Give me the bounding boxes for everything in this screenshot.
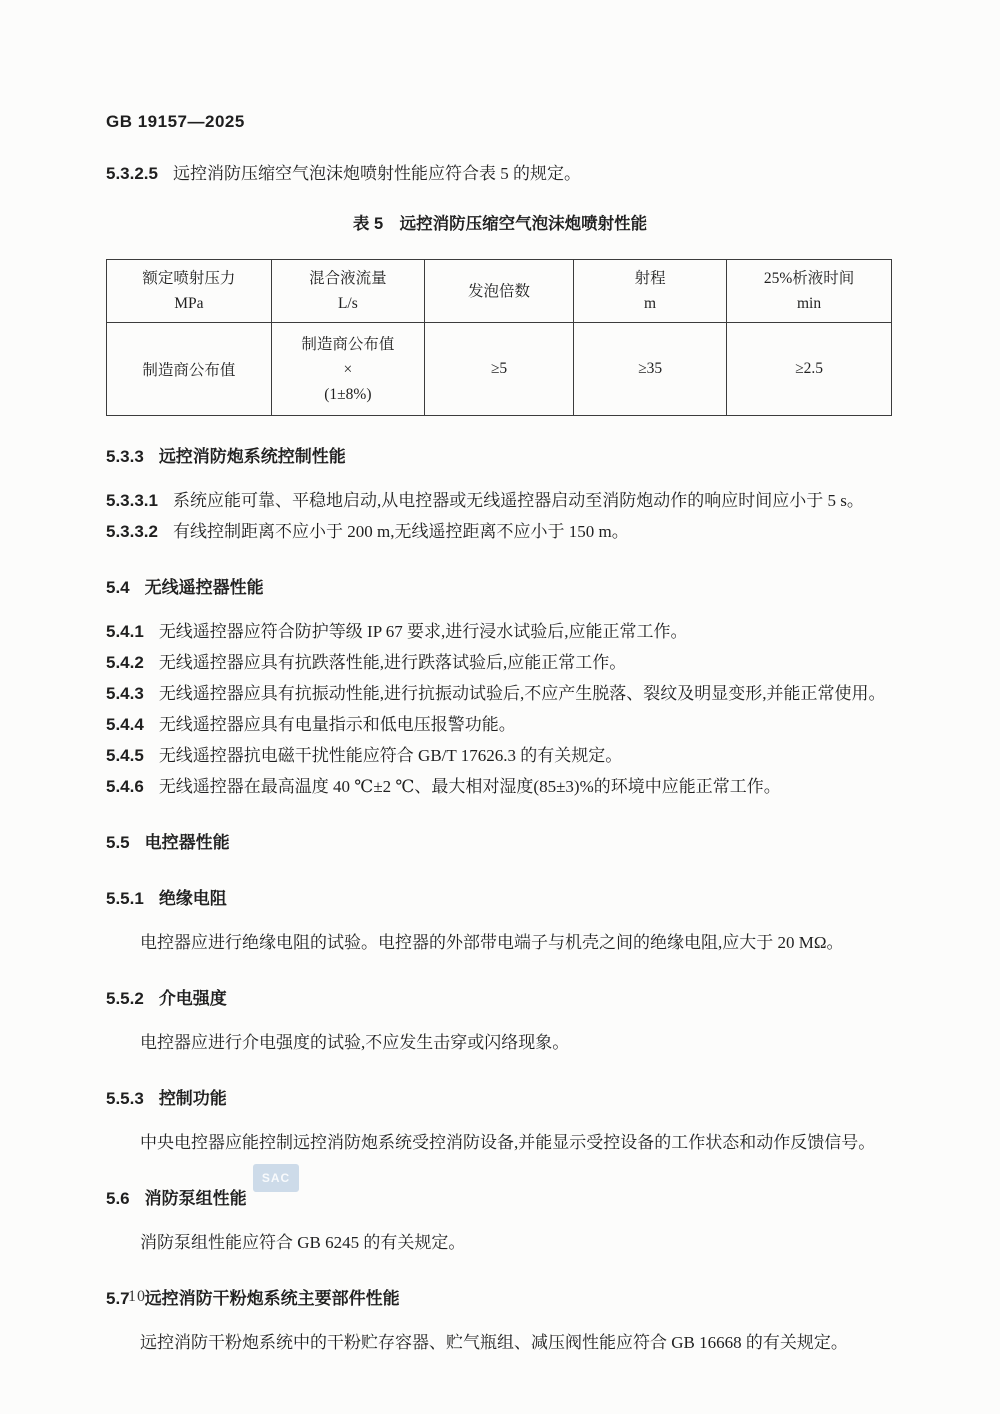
cell-flow-rate xyxy=(271,323,424,416)
clause-text: 无线遥控器抗电磁干扰性能应符合 GB/T 17626.3 的有关规定。 xyxy=(158,746,623,765)
heading-text: 介电强度 xyxy=(158,989,227,1008)
cell-expansion-ratio: ≥5 xyxy=(424,323,573,416)
clause-5-4-5 xyxy=(106,740,894,771)
clause-5-4-6 xyxy=(106,771,894,802)
col-header-range xyxy=(574,260,727,323)
col-unit: L/s xyxy=(337,295,358,312)
table-5-title: 表 5 远控消防压缩空气泡沫炮喷射性能 xyxy=(352,215,648,233)
heading-text: 控制功能 xyxy=(158,1089,227,1108)
col-name: 混合液流量 xyxy=(309,270,387,287)
clause-number: 5.4.4 xyxy=(106,715,144,734)
col-name: 25%析液时间 xyxy=(763,270,855,287)
heading-text: 远控消防炮系统控制性能 xyxy=(158,447,346,466)
col-unit: MPa xyxy=(174,295,204,312)
clause-number: 5.4.5 xyxy=(106,746,144,765)
clause-number: 5.3.3.1 xyxy=(106,491,158,510)
col-header-drainage-time xyxy=(727,260,892,323)
heading-5-3-3 xyxy=(106,441,894,472)
heading-number: 5.6 xyxy=(106,1189,130,1208)
clause-text: 远控消防压缩空气泡沫炮喷射性能应符合表 5 的规定。 xyxy=(173,164,581,183)
clause-number: 5.4.6 xyxy=(106,777,144,796)
col-header-expansion-ratio xyxy=(424,260,573,323)
heading-number: 5.7 xyxy=(106,1289,130,1308)
clause-number: 5.3.2.5 xyxy=(106,164,158,183)
heading-text: 消防泵组性能 xyxy=(144,1189,247,1208)
clause-number: 5.4.1 xyxy=(106,622,144,641)
heading-number: 5.5.1 xyxy=(106,889,144,908)
para-5-5-2: 电控器应进行介电强度的试验,不应发生击穿或闪络现象。 xyxy=(140,1033,570,1052)
table-5-body xyxy=(107,323,892,416)
heading-text: 远控消防干粉炮系统主要部件性能 xyxy=(144,1289,400,1308)
table-5 xyxy=(106,259,892,416)
heading-text: 电控器性能 xyxy=(144,833,230,852)
clause-text: 无线遥控器应具有抗跌落性能,进行跌落试验后,应能正常工作。 xyxy=(158,653,627,672)
clause-text: 无线遥控器应符合防护等级 IP 67 要求,进行浸水试验后,应能正常工作。 xyxy=(158,622,688,641)
clause-5-3-3-1 xyxy=(106,485,894,516)
clause-text: 有线控制距离不应小于 200 m,无线遥控距离不应小于 150 m。 xyxy=(173,522,629,541)
heading-text: 无线遥控器性能 xyxy=(144,578,264,597)
col-unit: min xyxy=(796,295,822,312)
cell-flow-line3: (1±8%) xyxy=(324,385,372,403)
clause-number: 5.3.3.2 xyxy=(106,522,158,541)
para-5-7: 远控消防干粉炮系统中的干粉贮存容器、贮气瓶组、减压阀性能应符合 GB 16668 的有关规定。 xyxy=(140,1333,848,1352)
clause-text: 无线遥控器应具有电量指示和低电压报警功能。 xyxy=(158,715,516,734)
clause-text: 无线遥控器在最高温度 40 ℃±2 ℃、最大相对湿度(85±3)%的环境中应能正常工作。 xyxy=(158,777,781,796)
heading-number: 5.4 xyxy=(106,578,130,597)
para-5-5-1: 电控器应进行绝缘电阻的试验。电控器的外部带电端子与机壳之间的绝缘电阻,应大于 20 MΩ。 xyxy=(140,933,844,952)
heading-number: 5.5 xyxy=(106,833,130,852)
heading-5-6 xyxy=(106,1183,894,1214)
clause-5-4-1 xyxy=(106,616,894,647)
heading-number: 5.3.3 xyxy=(106,447,144,466)
page-number: 10 xyxy=(128,1288,146,1305)
heading-number: 5.5.2 xyxy=(106,989,144,1008)
heading-number: 5.5.3 xyxy=(106,1089,144,1108)
cell-flow-line1: 制造商公布值 xyxy=(301,335,395,353)
clause-5-4-4 xyxy=(106,709,894,740)
heading-5-5-2 xyxy=(106,983,894,1014)
cell-rated-pressure: 制造商公布值 xyxy=(107,323,272,416)
clause-number: 5.4.3 xyxy=(106,684,144,703)
col-header-rated-pressure xyxy=(107,260,272,323)
table-5-header xyxy=(107,260,892,323)
clause-text: 无线遥控器应具有抗振动性能,进行抗振动试验后,不应产生脱落、裂纹及明显变形,并能正常使用。 xyxy=(158,684,886,703)
clause-number: 5.4.2 xyxy=(106,653,144,672)
heading-5-4 xyxy=(106,572,894,603)
table-header-row xyxy=(107,260,892,323)
heading-5-5 xyxy=(106,827,894,858)
para-5-5-3: 中央电控器应能控制远控消防炮系统受控消防设备,并能显示受控设备的工作状态和动作反馈信号。 xyxy=(140,1133,876,1152)
heading-5-7 xyxy=(106,1283,894,1314)
clause-5-4-2 xyxy=(106,647,894,678)
table-data-row xyxy=(107,323,892,416)
heading-5-5-3 xyxy=(106,1083,894,1114)
col-name: 发泡倍数 xyxy=(467,282,530,300)
col-name: 射程 xyxy=(634,270,666,287)
cell-drainage-time: ≥2.5 xyxy=(727,323,892,416)
clause-5-4-3 xyxy=(106,678,894,709)
cell-flow-line2: × xyxy=(343,360,353,378)
col-header-flow-rate xyxy=(271,260,424,323)
cell-range: ≥35 xyxy=(574,323,727,416)
heading-text: 绝缘电阻 xyxy=(158,889,227,908)
para-5-6: 消防泵组性能应符合 GB 6245 的有关规定。 xyxy=(140,1233,466,1252)
sac-watermark: SAC xyxy=(253,1164,299,1192)
standard-code-header: GB 19157—2025 xyxy=(106,112,245,131)
clause-5-3-3-2 xyxy=(106,516,894,547)
col-name: 额定喷射压力 xyxy=(142,270,236,287)
col-unit: m xyxy=(644,295,657,312)
clause-text: 系统应能可靠、平稳地启动,从电控器或无线遥控器启动至消防炮动作的响应时间应小于 5 s。 xyxy=(173,491,864,510)
heading-5-5-1 xyxy=(106,883,894,914)
clause-5-3-2-5 xyxy=(106,158,894,189)
